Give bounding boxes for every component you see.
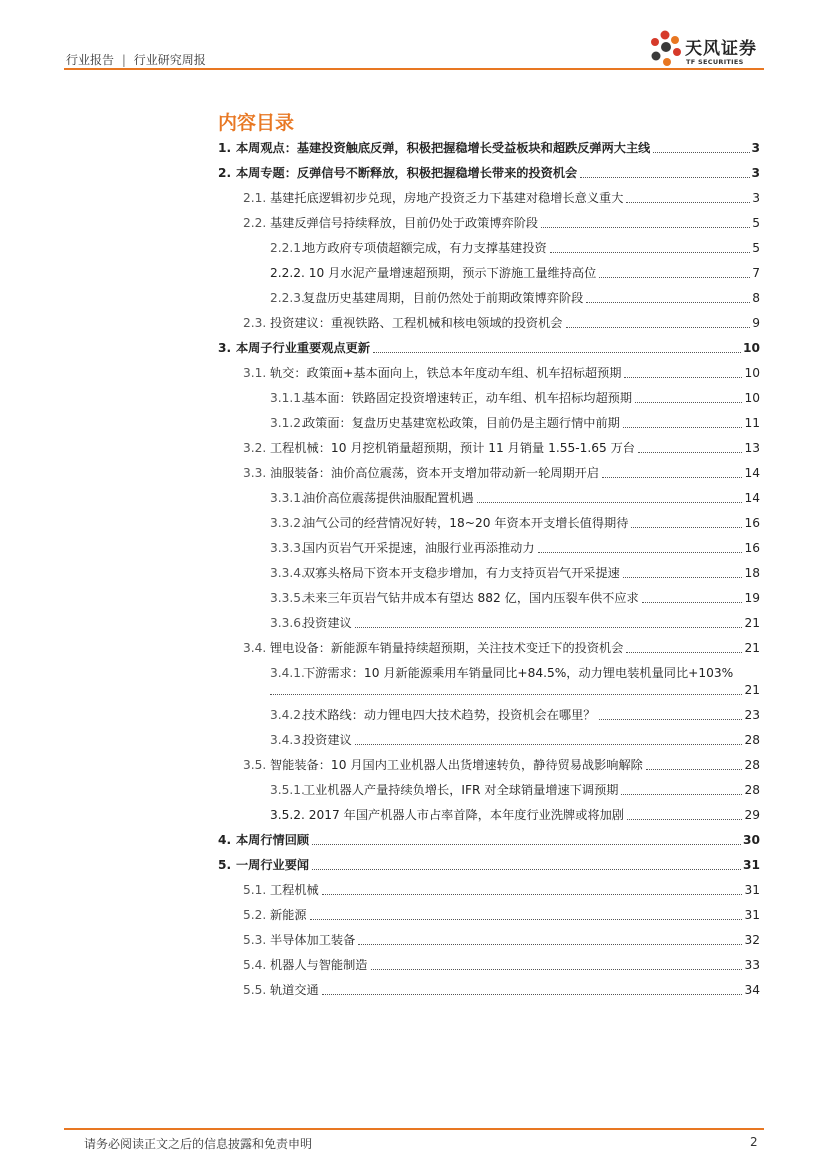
toc-entry-text: 2.2.2. 10 月水泥产量增速超预期，预示下游施工量维持高位 [270,266,597,280]
toc-entry-number: 3.3. [243,466,267,480]
toc-entry-page: 21 [744,641,760,655]
toc-entry-page: 14 [744,491,760,505]
toc-entry-number: 5.4. [243,958,267,972]
toc-leader-dots [538,551,743,553]
toc-leader-dots [355,743,743,745]
toc-entry-text: 基建反弹信号持续释放，目前仍处于政策博弈阶段 [270,216,539,230]
toc-entry-page: 34 [744,983,760,997]
toc-entry-number: 3.3.1. [270,491,305,505]
toc-entry[interactable] [218,141,760,156]
toc-entry-text: 轨交：政策面+基本面向上，铁总本年度动车组、机车招标超预期 [270,366,622,380]
toc-entry-number: 5.1. [243,883,267,897]
toc-entry-number: 3. [218,341,232,355]
toc-entry-number: 3.4.3. [270,733,305,747]
toc-entry-text: 投资建议 [303,616,352,630]
toc-leader-dots [373,351,741,353]
toc-leader-dots [621,793,742,795]
toc-entry-number: 2.3. [243,316,267,330]
toc-entry-text: 复盘历史基建周期，目前仍然处于前期政策博弈阶段 [303,291,584,305]
toc-entry-number: 3.1.2. [270,416,305,430]
toc-entry[interactable] [218,833,760,848]
toc-entry-page: 21 [744,683,760,697]
toc-entry-page: 32 [744,933,760,947]
toc-entry-number: 3.3.3. [270,541,305,555]
toc-entry-number: 3.3.4. [270,566,305,580]
toc-leader-dots [310,918,743,920]
toc-entry-page: 7 [752,266,760,280]
toc-entry[interactable] [270,266,760,281]
toc-entry-number: 3.3.6. [270,616,305,630]
toc-entry-page: 28 [744,758,760,772]
toc-entry[interactable] [218,166,760,181]
toc-entry-number: 2.2. [243,216,267,230]
toc-entry[interactable] [270,616,760,631]
toc-entry-page: 21 [744,616,760,630]
page-number: 2 [750,1135,758,1149]
toc-entry[interactable] [218,858,760,873]
toc-entry[interactable] [270,708,760,723]
toc-leader-dots [653,151,749,153]
toc-entry[interactable] [243,316,760,331]
toc-entry-number: 4. [218,833,232,847]
toc-entry[interactable] [270,516,760,531]
toc-entry-text: 本周观点：基建投资触底反弹，积极把握稳增长受益板块和超跌反弹两大主线 [236,141,651,155]
toc-entry-text: 基建托底逻辑初步兑现，房地产投资乏力下基建对稳增长意义重大 [270,191,624,205]
toc-entry-page: 31 [744,908,760,922]
logo-chinese-name: 天风证券 [685,39,757,59]
toc-entry-text: 工程机械：10 月挖机销量超预期，预计 11 月销量 1.55-1.65 万台 [270,441,635,455]
toc-entry-text: 下游需求：10 月新能源乘用车销量同比+84.5%，动力锂电装机量同比+103% [303,666,734,680]
toc-entry-number: 3.2. [243,441,267,455]
toc-entry-number: 3.4. [243,641,267,655]
toc-entry[interactable] [243,466,760,481]
toc-entry-text: 工业机器人产量持续负增长，IFR 对全球销量增速下调预期 [303,783,619,797]
toc-entry[interactable] [243,983,760,998]
toc-leader-dots [322,993,743,995]
toc-leader-dots [638,451,742,453]
toc-entry-number: 3.5. [243,758,267,772]
toc-entry-number: 3.1.1. [270,391,305,405]
toc-entry-page: 31 [744,883,760,897]
toc-entry-number: 3.3.5. [270,591,305,605]
toc-leader-dots [599,718,743,720]
toc-leader-dots [566,326,751,328]
toc-entry-text: 智能装备：10 月国内工业机器人出货增速转负，静待贸易战影响解除 [270,758,643,772]
toc-entry-page: 30 [743,833,760,847]
toc-entry-text: 3.5.2. 2017 年国产机器人市占率首降，本年度行业洗牌或将加剧 [270,808,624,822]
toc-entry-page: 3 [752,191,760,205]
toc-entry-page: 19 [744,591,760,605]
toc-entry-text: 油气公司的经营情况好转，18~20 年资本开支增长值得期待 [303,516,629,530]
toc-leader-dots [580,176,749,178]
toc-leader-dots [623,576,743,578]
toc-entry-number: 3.1. [243,366,267,380]
toc-entry-page: 3 [751,141,760,155]
toc-leader-dots [602,476,742,478]
toc-leader-dots [623,426,743,428]
toc-entry-text: 锂电设备：新能源车销量持续超预期，关注技术变迁下的投资机会 [270,641,624,655]
flower-logo-icon [648,29,684,69]
toc-leader-dots [642,601,743,603]
toc-entry-number: 5.3. [243,933,267,947]
toc-entry-page: 14 [744,466,760,480]
toc-entry[interactable] [270,733,760,748]
toc-entry[interactable] [243,883,760,898]
toc-leader-dots [322,893,743,895]
company-logo [648,29,768,69]
toc-entry-number: 2.2.1. [270,241,305,255]
toc-entry-page: 28 [744,733,760,747]
toc-entry-page: 8 [752,291,760,305]
toc-entry-page: 16 [744,541,760,555]
toc-entry[interactable] [270,783,760,798]
toc-entry-text: 半导体加工装备 [270,933,356,947]
toc-leader-dots [626,651,742,653]
toc-entry[interactable] [243,366,760,381]
toc-entry-continuation [270,683,760,698]
toc-entry-text: 机器人与智能制造 [270,958,368,972]
toc-entry-page: 33 [744,958,760,972]
toc-entry-page: 5 [752,241,760,255]
toc-entry-page: 10 [743,341,760,355]
footer-disclaimer: 请务必阅读正文之后的信息披露和免责申明 [84,1137,313,1151]
toc-entry-page: 28 [744,783,760,797]
toc-entry[interactable] [270,391,760,406]
toc-entry-page: 18 [744,566,760,580]
toc-entry-number: 5. [218,858,232,872]
toc-entry-number: 3.4.1. [270,666,305,680]
toc-entry-text: 投资建议：重视铁路、工程机械和核电领域的投资机会 [270,316,563,330]
report-category [66,51,206,68]
toc-entry-page: 9 [752,316,760,330]
toc-leader-dots [477,501,743,503]
toc-entry-number: 3.4.2. [270,708,305,722]
toc-entry-text: 油服装备：油价高位震荡，资本开支增加带动新一轮周期开启 [270,466,600,480]
toc-leader-dots [624,376,742,378]
toc-entry[interactable] [243,216,760,231]
toc-entry[interactable] [270,416,760,431]
report-type: 行业报告 [66,53,115,67]
toc-entry[interactable] [243,933,760,948]
toc-leader-dots [312,843,741,845]
toc-entry[interactable] [243,641,760,656]
toc-leader-dots [312,868,741,870]
toc-entry[interactable] [270,808,760,823]
toc-entry-number: 2.1. [243,191,267,205]
toc-entry-text: 新能源 [270,908,307,922]
toc-entry[interactable] [270,241,760,256]
toc-entry-text: 政策面：复盘历史基建宽松政策，目前仍是主题行情中前期 [303,416,620,430]
toc-entry-number: 5.5. [243,983,267,997]
toc-entry-page: 10 [744,391,760,405]
toc-entry-text: 基本面：铁路固定投资增速转正，动车组、机车招标均超预期 [303,391,633,405]
toc-leader-dots [541,226,750,228]
toc-leader-dots [599,276,750,278]
report-subtype: 行业研究周报 [133,53,206,67]
toc-leader-dots [631,526,742,528]
toc-entry[interactable] [243,441,760,456]
toc-entry-page: 10 [744,366,760,380]
toc-entry-page: 23 [744,708,760,722]
toc-leader-dots [626,201,750,203]
toc-entry-text: 一周行业要闻 [236,858,310,872]
toc-entry[interactable] [270,591,760,606]
toc-leader-dots [371,968,743,970]
header-divider [64,68,764,70]
toc-entry-number: 5.2. [243,908,267,922]
toc-leader-dots [358,943,742,945]
toc-entry-first-line [270,666,733,681]
toc-leader-dots [270,693,742,695]
toc-entry-number: 2.2.3. [270,291,305,305]
toc-entry-page: 13 [744,441,760,455]
footer-divider [64,1128,764,1130]
toc-entry[interactable] [270,541,760,556]
toc-entry-text: 技术路线：动力锂电四大技术趋势，投资机会在哪里？ [303,708,596,722]
toc-entry-page: 31 [743,858,760,872]
toc-entry-number: 2. [218,166,232,180]
toc-entry-text: 本周专题：反弹信号不断释放，积极把握稳增长带来的投资机会 [236,166,578,180]
toc-entry-number: 3.3.2. [270,516,305,530]
toc-entry-page: 29 [744,808,760,822]
header-separator: | [121,53,126,67]
toc-entry[interactable] [218,341,760,356]
toc-entry-page: 3 [751,166,760,180]
toc-entry-text: 轨道交通 [270,983,319,997]
toc-entry-text: 工程机械 [270,883,319,897]
toc-entry-number: 1. [218,141,232,155]
toc-leader-dots [646,768,743,770]
toc-leader-dots [550,251,750,253]
toc-entry-page: 16 [744,516,760,530]
logo-english-name: TF SECURITIES [686,58,744,66]
toc-entry-page: 5 [752,216,760,230]
toc-leader-dots [586,301,750,303]
toc-leader-dots [627,818,743,820]
toc-entry[interactable] [243,908,760,923]
toc-entry-text: 油价高位震荡提供油服配置机遇 [303,491,474,505]
toc-entry-text: 未来三年页岩气钻井成本有望达 882 亿，国内压裂车供不应求 [303,591,639,605]
toc-entry[interactable] [270,291,760,306]
toc-entry-text: 国内页岩气开采提速，油服行业再添推动力 [303,541,535,555]
toc-entry-text: 本周行情回顾 [236,833,310,847]
toc-entry-text: 本周子行业重要观点更新 [236,341,371,355]
toc-leader-dots [355,626,743,628]
toc-entry-page: 11 [744,416,760,430]
toc-entry[interactable] [243,758,760,773]
toc-title: 内容目录 [218,112,295,134]
toc-entry[interactable] [270,491,760,506]
toc-entry-number: 3.5.1. [270,783,305,797]
toc-entry-text: 双寡头格局下资本开支稳步增加，有力支持页岩气开采提速 [303,566,620,580]
toc-leader-dots [635,401,742,403]
toc-entry[interactable] [243,958,760,973]
toc-entry-text: 投资建议 [303,733,352,747]
toc-entry[interactable] [243,191,760,206]
toc-entry[interactable] [270,566,760,581]
toc-entry-text: 地方政府专项债超额完成，有力支撑基建投资 [303,241,547,255]
